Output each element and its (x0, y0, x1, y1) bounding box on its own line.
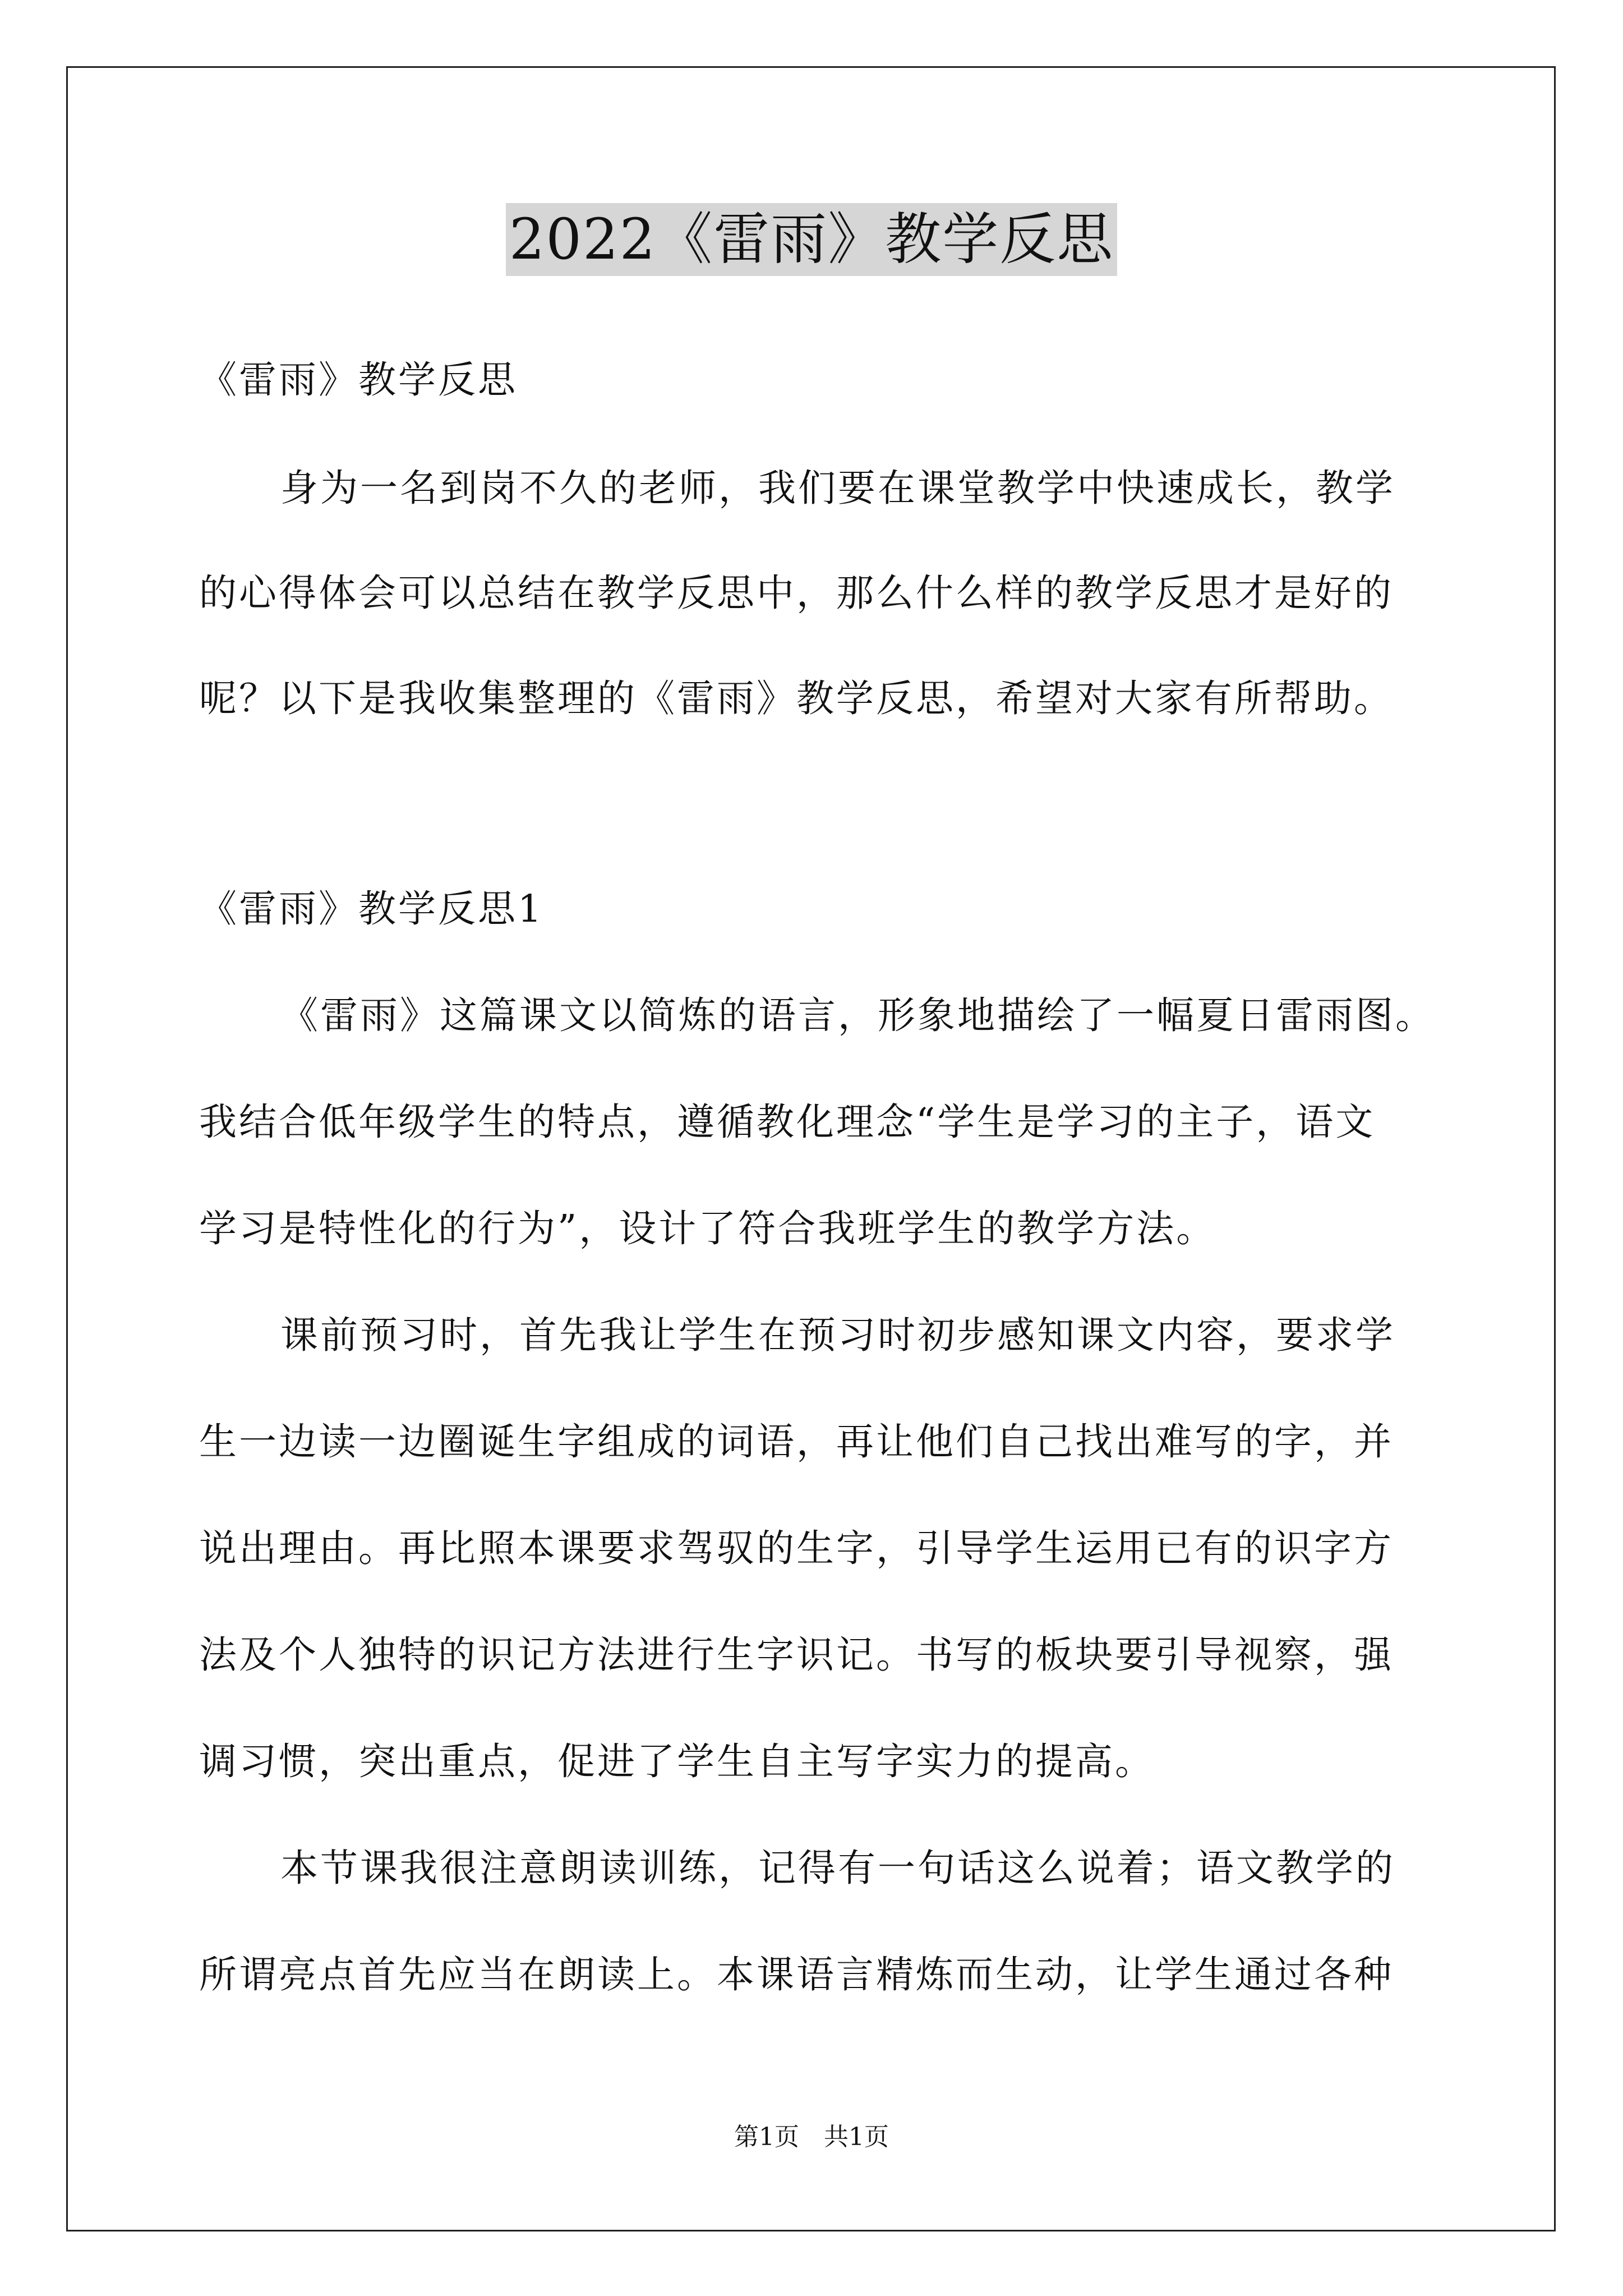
section-line: 生一边读一边圈诞生字组成的词语，再让他们自己找出难写的字，并 (199, 1420, 1394, 1464)
section-line: 课前预习时，首先我让学生在预习时初步感知课文内容，要求学 (280, 1313, 1395, 1357)
intro-line: 身为一名到岗不久的老师，我们要在课堂教学中快速成长，教学 (280, 466, 1395, 510)
section-line: 《雷雨》这篇课文以简炼的语言，形象地描绘了一幅夏日雷雨图。 (280, 993, 1435, 1037)
section-line: 本节课我很注意朗读训练，记得有一句话这么说着；语文教学的 (280, 1846, 1395, 1890)
intro-line: 呢？以下是我收集整理的《雷雨》教学反思，希望对大家有所帮助。 (199, 677, 1394, 720)
title-container (0, 203, 1623, 276)
document-title: 2022《雷雨》教学反思 (506, 203, 1118, 276)
section-line: 所谓亮点首先应当在朗读上。本课语言精炼而生动，让学生通过各种 (199, 1953, 1394, 1996)
section-line: 调习惯，突出重点，促进了学生自主写字实力的提高。 (199, 1740, 1155, 1783)
page-footer: 第1页 共1页 (734, 2123, 889, 2151)
section-line: 说出理由。再比照本课要求驾驭的生字，引导学生运用已有的识字方 (199, 1526, 1394, 1570)
section-heading: 《雷雨》教学反思1 (199, 887, 544, 931)
intro-heading: 《雷雨》教学反思 (199, 358, 518, 402)
section-line: 法及个人独特的识记方法进行生字识记。书写的板块要引导视察，强 (199, 1633, 1394, 1677)
intro-line: 的心得体会可以总结在教学反思中，那么什么样的教学反思才是好的 (199, 571, 1394, 615)
section-line: 学习是特性化的行为”，设计了符合我班学生的教学方法。 (199, 1207, 1216, 1250)
section-line: 我结合低年级学生的特点，遵循教化理念“学生是学习的主子，语文 (199, 1100, 1376, 1144)
